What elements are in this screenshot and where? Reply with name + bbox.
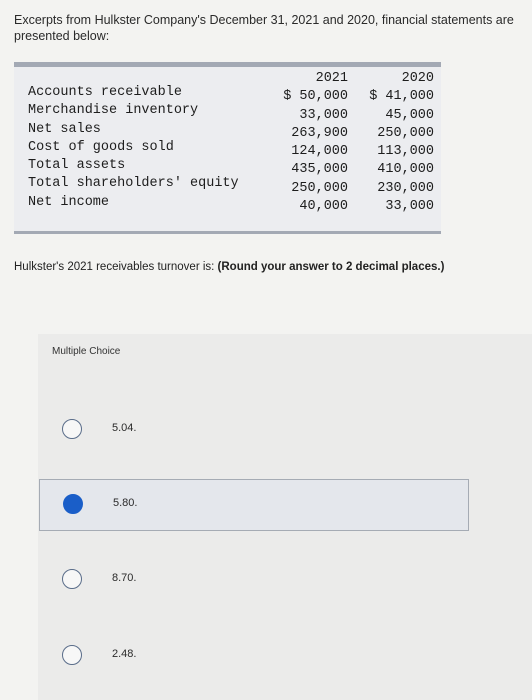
multiple-choice-title: Multiple Choice [52, 346, 121, 357]
multiple-choice-panel [38, 334, 532, 700]
choice-label: 5.80. [113, 497, 138, 509]
row-label-net-sales: Net sales [28, 121, 101, 137]
row-labels [28, 84, 239, 212]
cell-2020-merchandise-inventory: 45,000 [385, 107, 434, 123]
choice-option-4[interactable] [38, 630, 468, 682]
row-label-accounts-receivable: Accounts receivable [28, 85, 182, 100]
row-label-net-income: Net income [28, 194, 110, 210]
cell-2021-total-shareholders-equity: 250,000 [291, 180, 348, 196]
row-label-cost-of-goods-sold: Cost of goods sold [28, 139, 174, 155]
cell-2020-total-assets: 410,000 [377, 162, 434, 178]
cell-2021-total-assets: 435,000 [291, 162, 348, 178]
cell-2021-accounts-receivable: $ 50,000 [283, 89, 348, 105]
question-prompt [14, 259, 484, 275]
cell-2020-net-sales: 250,000 [377, 125, 434, 141]
choice-label: 8.70. [112, 572, 137, 584]
cell-2020-net-income: 33,000 [385, 199, 434, 215]
table-top-rule [14, 62, 441, 67]
cell-2021-cost-of-goods-sold: 124,000 [291, 144, 348, 160]
radio-button-unselected[interactable] [62, 645, 82, 665]
radio-button-unselected[interactable] [62, 569, 82, 589]
question-rounding-instruction: (Round your answer to 2 decimal places.) [217, 261, 445, 273]
cell-2021-net-income: 40,000 [299, 199, 348, 215]
radio-button-selected[interactable] [63, 494, 83, 514]
column-header-2021: 2021 [315, 71, 348, 86]
table-bottom-rule [14, 231, 441, 234]
choice-label: 2.48. [112, 648, 137, 660]
choice-label: 5.04. [112, 422, 137, 434]
row-label-total-assets: Total assets [28, 158, 126, 174]
radio-button-unselected[interactable] [62, 419, 82, 439]
row-label-merchandise-inventory: Merchandise inventory [28, 103, 199, 119]
choice-option-3[interactable] [38, 554, 468, 606]
financial-statements-table [14, 62, 441, 234]
row-label-total-shareholders-equity: Total shareholders' equity [28, 176, 239, 192]
column-header-2020: 2020 [401, 71, 434, 86]
question-text: Hulkster's 2021 receivables turnover is: [14, 261, 218, 273]
cell-2021-net-sales: 263,900 [291, 125, 348, 141]
cell-2021-merchandise-inventory: 33,000 [299, 107, 348, 123]
column-2021 [276, 70, 348, 216]
cell-2020-cost-of-goods-sold: 113,000 [377, 144, 434, 160]
cell-2020-total-shareholders-equity: 230,000 [377, 180, 434, 196]
cell-2020-accounts-receivable: $ 41,000 [369, 89, 434, 105]
intro-text: Excerpts from Hulkster Company's December 31, 2021 and 2020, financial statements are presented below: [14, 13, 514, 43]
choice-option-1[interactable] [38, 404, 468, 456]
choice-option-2-selected[interactable] [39, 479, 469, 531]
column-2020 [364, 70, 434, 216]
